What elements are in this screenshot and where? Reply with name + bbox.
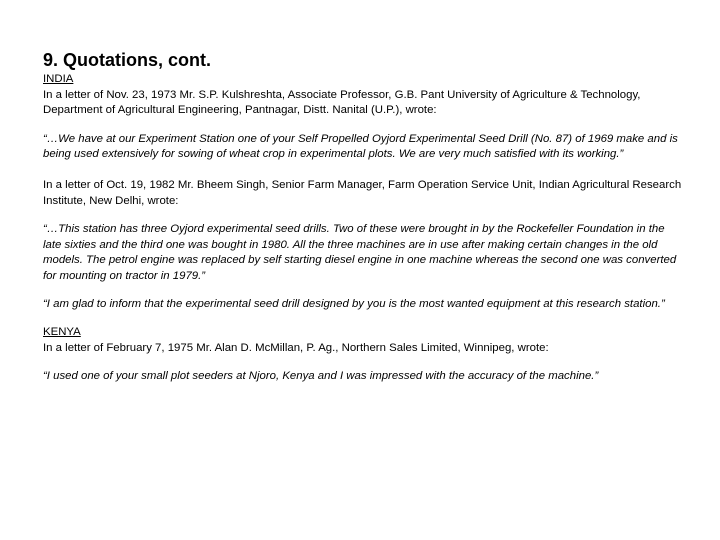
section-kenya <box>43 325 683 385</box>
country-heading-kenya: KENYA <box>43 326 81 339</box>
country-heading-india: INDIA <box>43 73 74 85</box>
quote-kulshreshta: “…We have at our Experiment Station one of your Self Propelled Oyjord Experimental Seed Drill (No. 87) of 1969 make and is being used extensively for sowing of wheat crop in experimental plots. We are very much satisfied with its working.” <box>43 132 678 161</box>
slide-title: 9. Quotations, cont. <box>43 50 212 70</box>
letter-intro-mcmillan: In a letter of February 7, 1975 Mr. Alan D. McMillan, P. Ag., Northern Sales Limited, Winnipeg, wrote: <box>43 341 549 354</box>
quote-singh-1: “…This station has three Oyjord experimental seed drills. Two of these were brought in by the Rockefeller Foundation in the late sixties and the third one was bought in 1980. All the three machines are in use after making certain changes in the old models. The petrol engine was replaced by self starting diesel engine in one machine whereas the second one was converted for mounting on tractor in 1979.” <box>43 223 677 282</box>
slide-content <box>43 72 683 385</box>
quote-mcmillan: “I used one of your small plot seeders at Njoro, Kenya and I was impressed with the accuracy of the machine.” <box>43 370 599 383</box>
section-india <box>43 72 683 312</box>
letter-intro-singh: In a letter of Oct. 19, 1982 Mr. Bheem Singh, Senior Farm Manager, Farm Operation Service Unit, Indian Agricultural Research Institute, New Delhi, wrote: <box>43 178 682 207</box>
quote-singh-2: “I am glad to inform that the experimental seed drill designed by you is the most wanted equipment at this research station.” <box>43 297 665 310</box>
letter-intro-kulshreshta: In a letter of Nov. 23, 1973 Mr. S.P. Kulshreshta, Associate Professor, G.B. Pant University of Agriculture & Technology, Department of Agricultural Engineering, Pantnagar, Distt. Nanital (U.P.), wrote: <box>43 88 641 117</box>
